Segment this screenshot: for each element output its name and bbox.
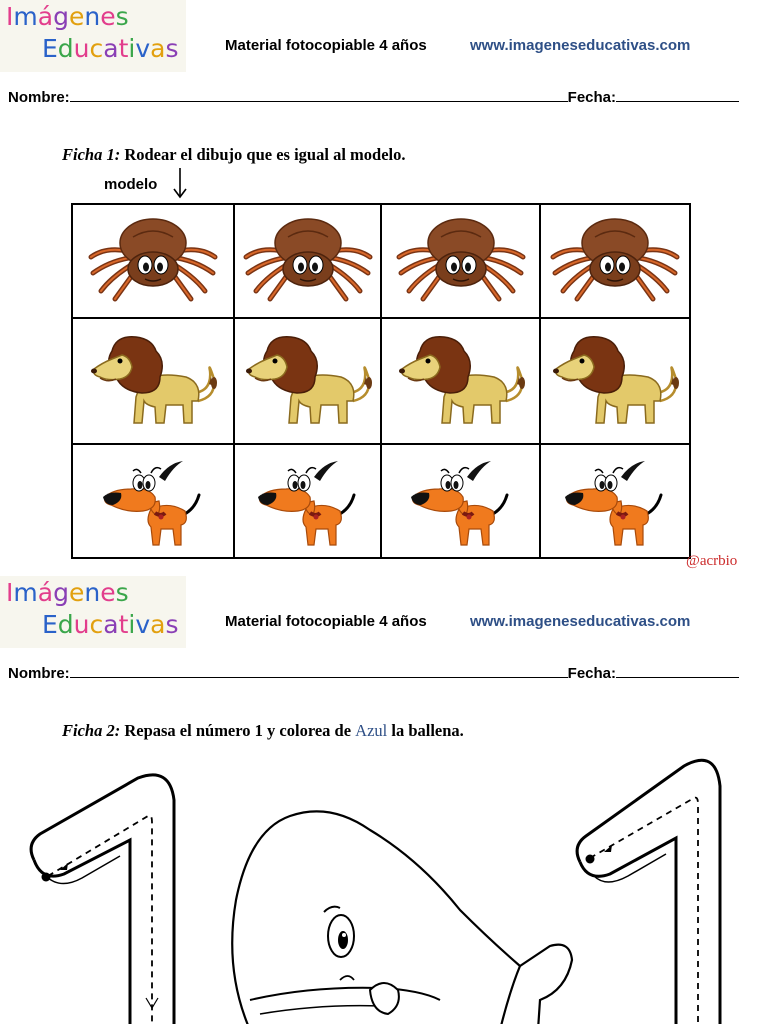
logo [0, 576, 186, 648]
ficha-1-instruction [62, 145, 405, 165]
lion-icon [394, 331, 528, 431]
model-label: modelo [104, 176, 158, 193]
ficha-1-text: Rodear el dibujo que es igual al modelo. [124, 145, 406, 164]
logo-line-1: Imágenes [6, 2, 129, 31]
grid-row-dog [72, 444, 690, 558]
matching-grid [71, 203, 691, 559]
name-date-row [8, 87, 752, 106]
grid-row-lion [72, 318, 690, 444]
nombre-label: Nombre: [8, 665, 70, 682]
fecha-label: Fecha: [567, 665, 617, 682]
trace-number-one-right[interactable] [566, 752, 736, 1024]
lion-icon [86, 331, 220, 431]
material-label: Material fotocopiable 4 años [225, 37, 427, 54]
spider-icon [545, 215, 685, 307]
dog-icon [407, 453, 515, 549]
color-word: Azul [355, 721, 388, 740]
grid-cell[interactable] [540, 204, 690, 318]
grid-cell[interactable] [381, 204, 540, 318]
logo [0, 0, 186, 72]
dog-icon [99, 453, 207, 549]
grid-cell[interactable] [234, 204, 381, 318]
logo-line-2: Educativas [42, 34, 179, 63]
fecha-label: Fecha: [567, 89, 617, 106]
website-link[interactable]: www.imageneseducativas.com [470, 37, 691, 54]
whale-coloring-icon[interactable] [220, 800, 580, 1024]
grid-cell[interactable] [72, 318, 234, 444]
grid-cell[interactable] [381, 318, 540, 444]
arrow-down-icon [170, 166, 190, 200]
spider-icon [238, 215, 378, 307]
logo-line-2: Educativas [42, 610, 179, 639]
ficha-2-text: Repasa el número 1 y colorea de [124, 721, 352, 740]
lion-icon [241, 331, 375, 431]
nombre-field[interactable] [70, 663, 568, 678]
grid-cell[interactable] [540, 444, 690, 558]
grid-cell[interactable] [234, 444, 381, 558]
nombre-field[interactable] [70, 87, 568, 102]
spider-icon [83, 215, 223, 307]
name-date-row [8, 663, 752, 682]
website-link[interactable]: www.imageneseducativas.com [470, 613, 691, 630]
ficha-2-text-end: la ballena. [391, 721, 464, 740]
fecha-field[interactable] [616, 87, 739, 102]
ficha-1-label: Ficha 1: [62, 145, 121, 164]
lion-icon [548, 331, 682, 431]
trace-number-one-left[interactable] [20, 770, 190, 1024]
grid-cell[interactable] [381, 444, 540, 558]
credit-label: @acrbio [686, 553, 738, 569]
material-label: Material fotocopiable 4 años [225, 613, 427, 630]
grid-cell[interactable] [72, 204, 234, 318]
grid-cell[interactable] [540, 318, 690, 444]
ficha-2-instruction [62, 721, 464, 741]
dog-icon [254, 453, 362, 549]
dog-icon [561, 453, 669, 549]
nombre-label: Nombre: [8, 89, 70, 106]
logo-line-1: Imágenes [6, 578, 129, 607]
grid-cell[interactable] [234, 318, 381, 444]
spider-icon [391, 215, 531, 307]
fecha-field[interactable] [616, 663, 739, 678]
grid-cell[interactable] [72, 444, 234, 558]
ficha-2-label: Ficha 2: [62, 721, 121, 740]
grid-row-spider [72, 204, 690, 318]
